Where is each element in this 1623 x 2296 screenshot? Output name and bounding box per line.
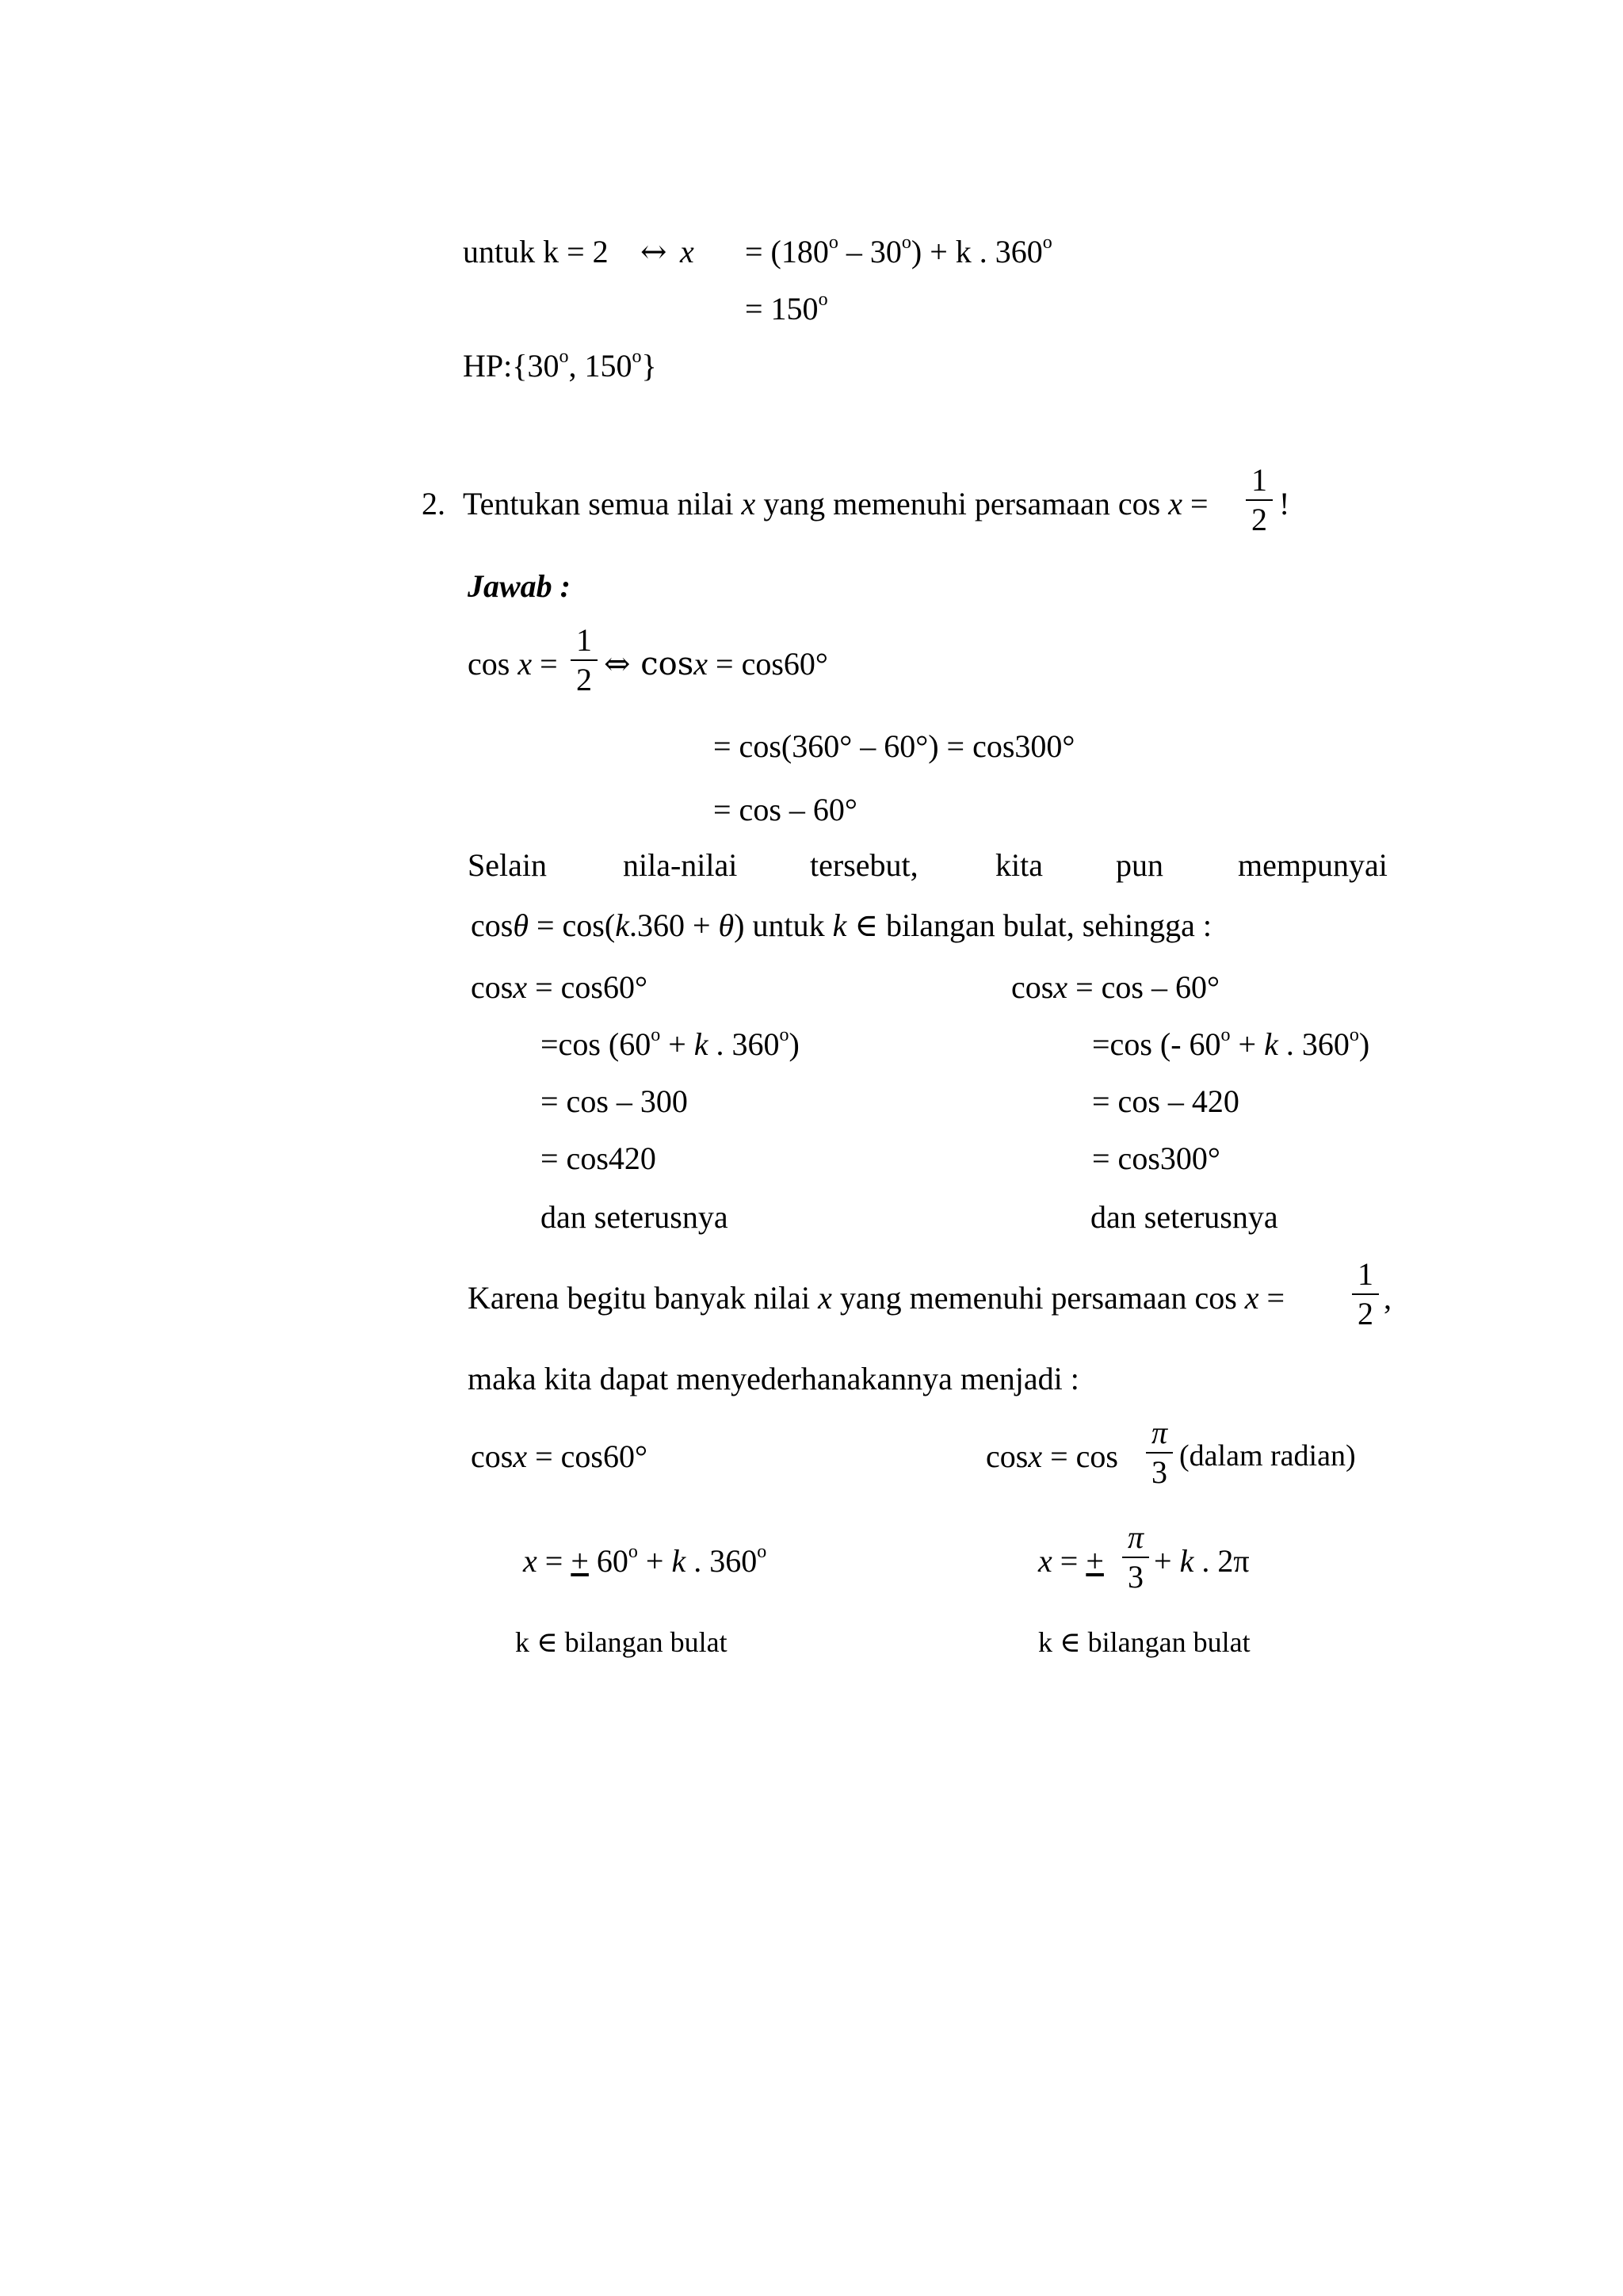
left-row-4: = cos420 — [540, 1140, 656, 1176]
line-untuk-k2 — [463, 236, 609, 268]
final-left-equation: cosx = cos60° — [471, 1438, 647, 1474]
equation-cos-neg60: = cos – 60° — [713, 792, 857, 827]
exclamation: ! — [1279, 486, 1290, 521]
answer-heading: Jawab : — [468, 568, 571, 604]
final-left-k-integer: k ∈ bilangan bulat — [515, 1626, 727, 1658]
fraction-one-half: 1 2 — [1352, 1259, 1379, 1330]
left-row-5: dan seterusnya — [540, 1199, 728, 1235]
text-untuk-k: untuk k = 2 — [463, 234, 609, 269]
left-row-3: = cos – 300 — [540, 1083, 688, 1119]
word-selain: Selain — [468, 847, 547, 883]
word-pun: pun — [1116, 847, 1163, 883]
identity-cos-theta: cosθ = cos(k.360 + θ) untuk k ∈ bilangan bulat, sehingga : — [471, 907, 1212, 943]
right-row-5: dan seterusnya — [1090, 1199, 1278, 1235]
paragraph-maka: maka kita dapat menyederhanakannya menjadi : — [468, 1361, 1079, 1396]
word-nila-nilai: nila-nilai — [623, 847, 738, 883]
word-mempunyai: mempunyai — [1238, 847, 1388, 883]
solution-set: HP:{30$^o$, 150$^o$} — [463, 346, 657, 384]
right-row-1: cosx = cos – 60° — [1011, 969, 1220, 1005]
word-tersebut: tersebut, — [810, 847, 918, 883]
paragraph-karena: Karena begitu banyak nilai x yang memenuhi persamaan cos x = — [468, 1280, 1285, 1316]
fraction-pi-over-3: π 3 — [1146, 1417, 1173, 1488]
comma: , — [1384, 1280, 1392, 1316]
right-row-4: = cos300° — [1092, 1140, 1220, 1176]
equation-cos60: ⇔ cosx = cos60° — [604, 646, 828, 682]
final-right-equation: cosx = cos — [986, 1438, 1118, 1474]
word-kita: kita — [995, 847, 1043, 883]
var-x: x — [680, 234, 694, 269]
right-row-3: = cos – 420 — [1092, 1083, 1239, 1119]
question-text: Tentukan semua nilai x yang memenuhi persamaan cos x = — [463, 486, 1209, 521]
fraction-one-half: 1 2 — [1246, 464, 1273, 536]
right-row-2: =cos (- $60^o + k$ . 360$^o$) — [1092, 1025, 1370, 1062]
final-right-k-integer: k ∈ bilangan bulat — [1038, 1626, 1251, 1658]
final-left-general-solution: x = + $60^o + k$ . 360$^o$ — [523, 1541, 767, 1579]
question-number: 2. — [422, 486, 445, 521]
equation-cos-x-half: cos x = — [468, 646, 558, 682]
final-right-general-solution-a: x = + — [1038, 1543, 1104, 1579]
left-row-1: cosx = cos60° — [471, 969, 647, 1005]
final-right-general-solution-b: + k . 2π — [1154, 1543, 1250, 1579]
expr-180-30: = $(180^o - 30^o) + k$ . 360$^o$ — [745, 232, 1052, 269]
radian-note: (dalam radian) — [1179, 1439, 1356, 1473]
fraction-one-half: 1 2 — [571, 625, 598, 696]
left-row-2: =cos ($60^o + k$ . 360$^o$) — [540, 1025, 800, 1062]
fraction-pi-over-3: π 3 — [1122, 1522, 1149, 1593]
result-150: = $150^o$ — [745, 289, 828, 327]
equation-cos300: = cos(360° – 60°) = cos300° — [713, 728, 1075, 764]
iff-arrow-icon: ↔ — [640, 234, 667, 270]
